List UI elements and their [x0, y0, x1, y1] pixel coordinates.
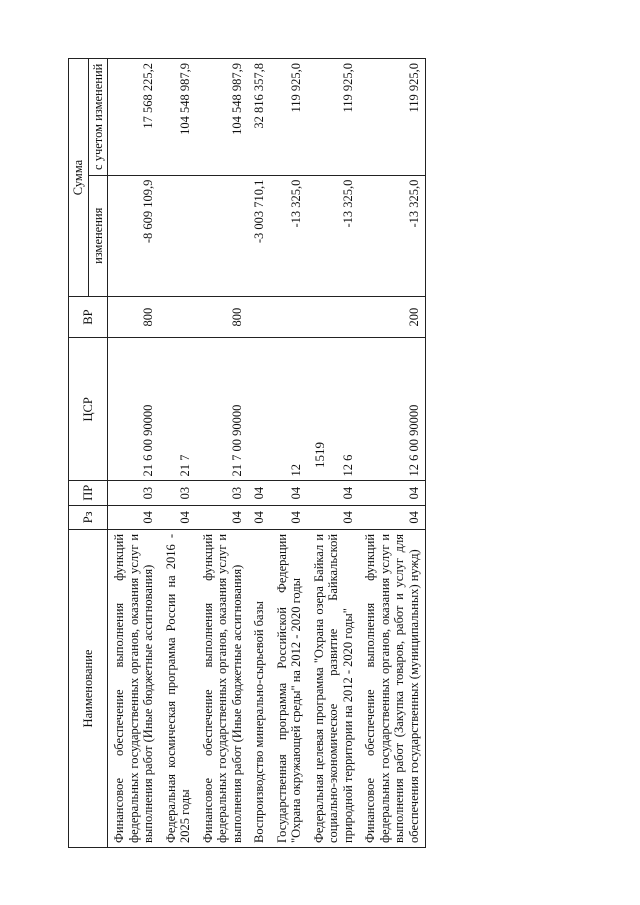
row-vr: 800 — [197, 296, 249, 337]
row-rz: 04 — [359, 505, 426, 529]
row-vr — [248, 296, 271, 337]
table-row — [108, 59, 160, 848]
row-pr: 03 — [197, 481, 249, 505]
table-row — [197, 59, 249, 848]
row-csr: 12 — [271, 338, 308, 481]
row-csr: 21 7 00 90000 — [197, 338, 249, 481]
row-change: -13 325,0 — [359, 175, 426, 296]
row-change — [160, 175, 197, 296]
row-pr: 04 — [248, 481, 271, 505]
table-row — [308, 59, 360, 848]
row-name: Финансовое обеспечение выполнения функций федеральных государственных органов, оказания услуг и выполнения работ (Иные бюджетные ассигнования) — [108, 529, 160, 847]
row-pr: 04 — [308, 481, 360, 505]
row-vr: 800 — [108, 296, 160, 337]
header-rz: Рз — [69, 505, 108, 529]
row-rz: 04 — [271, 505, 308, 529]
row-csr — [248, 338, 271, 481]
header-row-1 — [69, 59, 89, 848]
table-row — [160, 59, 197, 848]
table-row — [248, 59, 271, 848]
row-name: Федеральная целевая программа "Охрана озера Байкал и социально-экономическое развитие Байкальской природной территории на 2012 - 2020 годы" — [308, 529, 360, 847]
row-rz: 04 — [108, 505, 160, 529]
row-vr — [308, 296, 360, 337]
row-total: 104 548 987,9 — [197, 59, 249, 176]
row-change: -13 325,0 — [271, 175, 308, 296]
header-changes: изменения — [88, 175, 108, 296]
row-change — [197, 175, 249, 296]
row-pr: 04 — [359, 481, 426, 505]
row-csr: 21 7 — [160, 338, 197, 481]
page-number: 1519 — [312, 442, 327, 468]
row-pr: 04 — [271, 481, 308, 505]
row-vr — [160, 296, 197, 337]
row-total: 119 925,0 — [308, 59, 360, 176]
row-rz: 04 — [308, 505, 360, 529]
row-total: 119 925,0 — [271, 59, 308, 176]
header-name: Наименование — [69, 529, 108, 847]
row-change: -3 003 710,1 — [248, 175, 271, 296]
row-csr: 12 6 00 90000 — [359, 338, 426, 481]
row-name: Воспроизводство минерально-сырьевой базы — [248, 529, 271, 847]
row-rz: 04 — [160, 505, 197, 529]
row-pr: 03 — [160, 481, 197, 505]
row-total: 104 548 987,9 — [160, 59, 197, 176]
row-name: Федеральная космическая программа России на 2016 - 2025 годы — [160, 529, 197, 847]
rotated-page — [68, 58, 616, 848]
row-csr: 12 6 — [308, 338, 360, 481]
header-pr: ПР — [69, 481, 108, 505]
table-row — [359, 59, 426, 848]
row-change: -13 325,0 — [308, 175, 360, 296]
row-vr — [271, 296, 308, 337]
header-vr: ВР — [69, 296, 108, 337]
row-change: -8 609 109,9 — [108, 175, 160, 296]
row-name: Финансовое обеспечение выполнения функций федеральных государственных органов, оказания услуг и выполнения работ (Иные бюджетные ассигнования) — [197, 529, 249, 847]
header-csr: ЦСР — [69, 338, 108, 481]
row-name: Финансовое обеспечение выполнения функций федеральных государственных органов, оказания услуг и выполнения работ (Закупка товаров, работ и услуг для обеспечения государственных (муниципальных) нужд) — [359, 529, 426, 847]
row-total: 17 568 225,2 — [108, 59, 160, 176]
row-name: Государственная программа Российской Федерации "Охрана окружающей среды" на 2012 - 2020 годы — [271, 529, 308, 847]
row-csr: 21 6 00 90000 — [108, 338, 160, 481]
row-vr: 200 — [359, 296, 426, 337]
header-with-changes: с учетом изменений — [88, 59, 108, 176]
budget-table — [68, 58, 426, 848]
row-pr: 03 — [108, 481, 160, 505]
row-rz: 04 — [197, 505, 249, 529]
row-total: 32 816 357,8 — [248, 59, 271, 176]
row-total: 119 925,0 — [359, 59, 426, 176]
row-rz: 04 — [248, 505, 271, 529]
table-row — [271, 59, 308, 848]
header-sum: Сумма — [69, 59, 89, 297]
